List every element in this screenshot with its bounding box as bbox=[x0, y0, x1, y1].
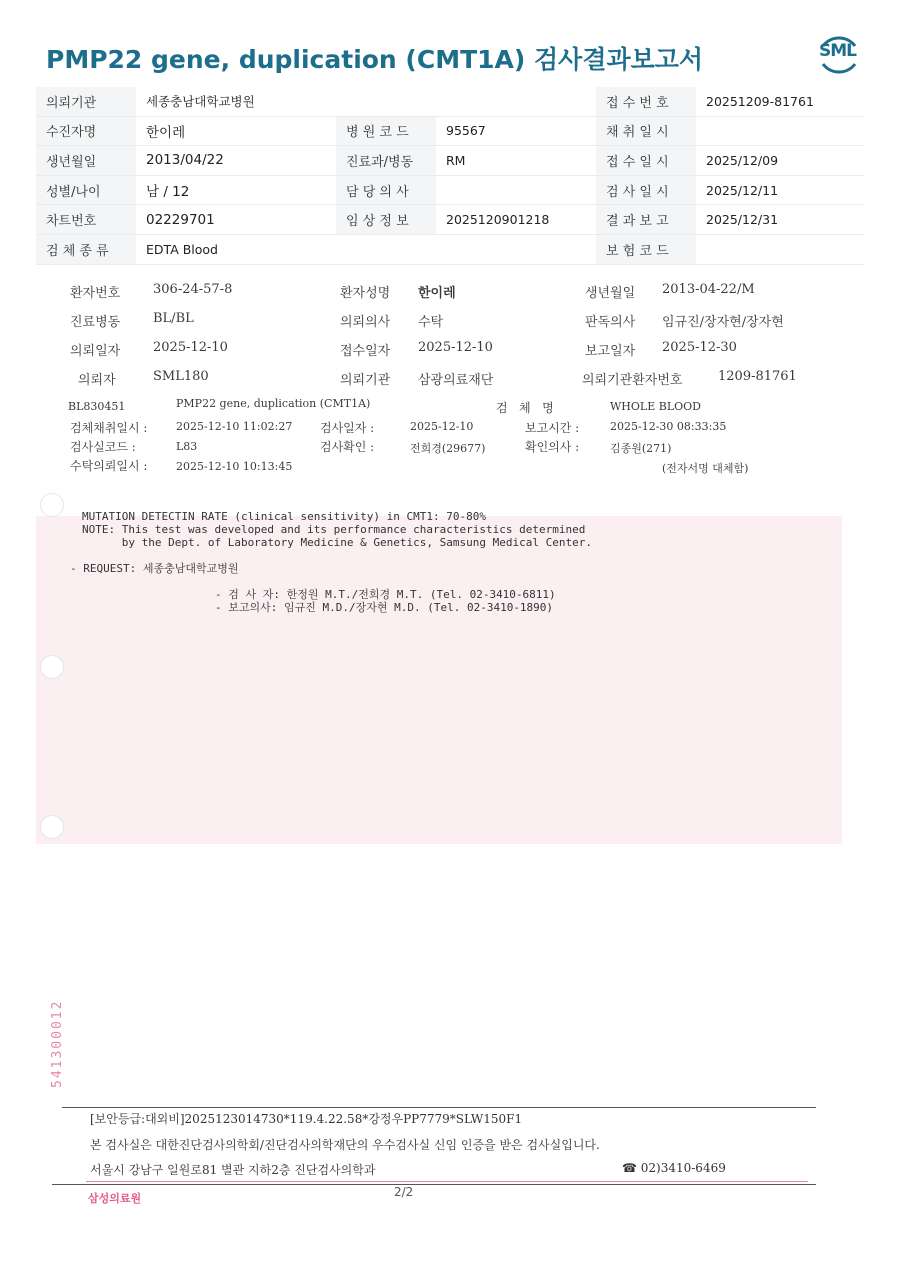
page-number: 2/2 bbox=[394, 1185, 414, 1199]
value-req-doctor: 수탁 bbox=[418, 315, 444, 330]
info-label: 결 과 보 고 bbox=[596, 205, 696, 235]
label-req-institution: 의뢰기관 bbox=[340, 373, 391, 388]
vertical-serial-number: 541300012 bbox=[50, 999, 65, 1088]
info-value: 02229701 bbox=[136, 205, 336, 235]
value-req-date: 2025-12-10 bbox=[153, 340, 228, 355]
logo-text: SML bbox=[819, 41, 856, 61]
punch-hole bbox=[40, 655, 64, 679]
value-specimen: WHOLE BLOOD bbox=[610, 400, 701, 413]
test-code: BL830451 bbox=[68, 400, 126, 413]
info-label: 성별/나이 bbox=[36, 175, 136, 205]
value-report-time: 2025-12-30 08:33:35 bbox=[610, 420, 727, 433]
value-test-confirm: 전희경(29677) bbox=[410, 442, 486, 455]
value-ward: BL/BL bbox=[153, 311, 194, 326]
info-value: 2025/12/31 bbox=[696, 205, 864, 235]
value-reading-doctor: 임규진/장자현/장자현 bbox=[662, 315, 784, 330]
address-text: 서울시 강남구 일원로81 별관 지하2층 진단검사의학과 bbox=[90, 1163, 376, 1177]
label-test-date: 검사일자 : bbox=[320, 421, 375, 435]
patient-info-table bbox=[36, 87, 864, 265]
label-birth: 생년월일 bbox=[585, 286, 636, 301]
result-tester: - 검 사 자: 한정원 M.T./전희경 M.T. (Tel. 02-3410-6811) bbox=[215, 588, 556, 601]
info-value: 2025120901218 bbox=[436, 205, 596, 235]
value-test-date: 2025-12-10 bbox=[410, 420, 474, 433]
result-note-line1: NOTE: This test was developed and its performance characteristics determined bbox=[82, 523, 586, 536]
label-req-date: 의뢰일자 bbox=[70, 344, 121, 359]
label-report-date: 보고일자 bbox=[585, 344, 636, 359]
footer-rule bbox=[62, 1107, 816, 1108]
info-row bbox=[36, 146, 864, 176]
info-row bbox=[36, 116, 864, 146]
label-patient-no: 환자번호 bbox=[70, 286, 121, 301]
info-value: 2025/12/09 bbox=[696, 146, 864, 176]
test-name: PMP22 gene, duplication (CMT1A) bbox=[176, 397, 371, 410]
info-label: 검 체 종 류 bbox=[36, 234, 136, 264]
info-row bbox=[36, 205, 864, 235]
info-label bbox=[336, 234, 436, 264]
info-label: 차트번호 bbox=[36, 205, 136, 235]
info-label: 담 당 의 사 bbox=[336, 175, 436, 205]
info-row bbox=[36, 175, 864, 205]
label-lab-code: 검사실코드 : bbox=[70, 440, 136, 454]
footer-pink-rule bbox=[86, 1181, 808, 1182]
value-consign-time: 2025-12-10 10:13:45 bbox=[176, 460, 293, 473]
info-row bbox=[36, 234, 864, 264]
label-collect-time: 검체채취일시 : bbox=[70, 421, 148, 435]
certification-text: 본 검사실은 대한진단검사의학회/진단검사의학재단의 우수검사실 신임 인증을 받은 검사실입니다. bbox=[90, 1138, 600, 1152]
value-inst-patient-no: 1209-81761 bbox=[718, 369, 797, 384]
value-recv-date: 2025-12-10 bbox=[418, 340, 493, 355]
label-specimen: 검 체 명 bbox=[496, 401, 554, 415]
info-label bbox=[336, 87, 436, 116]
value-patient-no: 306-24-57-8 bbox=[153, 282, 233, 297]
label-recv-date: 접수일자 bbox=[340, 344, 391, 359]
info-label: 임 상 정 보 bbox=[336, 205, 436, 235]
result-request: - REQUEST: 세종충남대학교병원 bbox=[70, 562, 239, 575]
info-value: EDTA Blood bbox=[136, 234, 336, 264]
info-row bbox=[36, 87, 864, 116]
info-label: 생년월일 bbox=[36, 146, 136, 176]
info-value: 세종충남대학교병원 bbox=[136, 87, 336, 116]
value-requester: SML180 bbox=[153, 369, 209, 384]
info-value: RM bbox=[436, 146, 596, 176]
label-req-doctor: 의뢰의사 bbox=[340, 315, 391, 330]
result-reporter: - 보고의사: 임규진 M.D./장자현 M.D. (Tel. 02-3410-1890) bbox=[215, 601, 554, 614]
sml-logo bbox=[815, 30, 863, 78]
label-reading-doctor: 판독의사 bbox=[585, 315, 636, 330]
report-title: PMP22 gene, duplication (CMT1A) 검사결과보고서 bbox=[46, 45, 704, 74]
info-value bbox=[436, 87, 596, 116]
result-detection-rate: MUTATION DETECTIN RATE (clinical sensitivity) in CMT1: 70-80% bbox=[82, 510, 486, 523]
value-req-institution: 삼광의료재단 bbox=[418, 373, 494, 388]
security-line: [보안등급:대외비]2025123014730*119.4.22.58*강정우PP7779*SLW150F1 bbox=[90, 1112, 523, 1126]
info-value: 95567 bbox=[436, 116, 596, 146]
info-value bbox=[436, 175, 596, 205]
info-value bbox=[696, 234, 864, 264]
info-value bbox=[696, 116, 864, 146]
value-lab-code: L83 bbox=[176, 440, 198, 453]
label-report-time: 보고시간 : bbox=[525, 421, 580, 435]
info-value: 2013/04/22 bbox=[136, 146, 336, 176]
phone-text: ☎ 02)3410-6469 bbox=[622, 1161, 726, 1175]
info-value bbox=[436, 234, 596, 264]
hospital-logo-text: 삼성의료원 bbox=[88, 1192, 142, 1205]
info-value: 20251209-81761 bbox=[696, 87, 864, 116]
value-birth: 2013-04-22/M bbox=[662, 282, 755, 297]
punch-hole bbox=[40, 493, 64, 517]
info-label: 접 수 번 호 bbox=[596, 87, 696, 116]
info-label: 병 원 코 드 bbox=[336, 116, 436, 146]
result-note-line2: by the Dept. of Laboratory Medicine & Genetics, Samsung Medical Center. bbox=[82, 536, 592, 549]
label-patient-name: 환자성명 bbox=[340, 286, 391, 301]
info-label: 의뢰기관 bbox=[36, 87, 136, 116]
info-label: 접 수 일 시 bbox=[596, 146, 696, 176]
info-value: 2025/12/11 bbox=[696, 175, 864, 205]
info-label: 보 험 코 드 bbox=[596, 234, 696, 264]
info-label: 수진자명 bbox=[36, 116, 136, 146]
value-patient-name: 한이레 bbox=[418, 286, 456, 301]
label-requester: 의뢰자 bbox=[78, 373, 116, 388]
value-collect-time: 2025-12-10 11:02:27 bbox=[176, 420, 293, 433]
info-value: 남 / 12 bbox=[136, 175, 336, 205]
value-confirm-doctor: 김종원(271) bbox=[610, 442, 672, 455]
label-confirm-doctor: 확인의사 : bbox=[525, 440, 580, 454]
label-consign-time: 수탁의뢰일시 : bbox=[70, 459, 148, 473]
label-test-confirm: 검사확인 : bbox=[320, 440, 375, 454]
info-label: 검 사 일 시 bbox=[596, 175, 696, 205]
info-value: 한이레 bbox=[136, 116, 336, 146]
value-report-date: 2025-12-30 bbox=[662, 340, 737, 355]
label-ward: 진료병동 bbox=[70, 315, 121, 330]
footer-bottom-rule bbox=[52, 1184, 816, 1185]
info-label: 채 취 일 시 bbox=[596, 116, 696, 146]
punch-hole bbox=[40, 815, 64, 839]
label-inst-patient-no: 의뢰기관환자번호 bbox=[582, 373, 683, 388]
info-label: 진료과/병동 bbox=[336, 146, 436, 176]
e-signature-note: (전자서명 대체함) bbox=[662, 462, 749, 475]
